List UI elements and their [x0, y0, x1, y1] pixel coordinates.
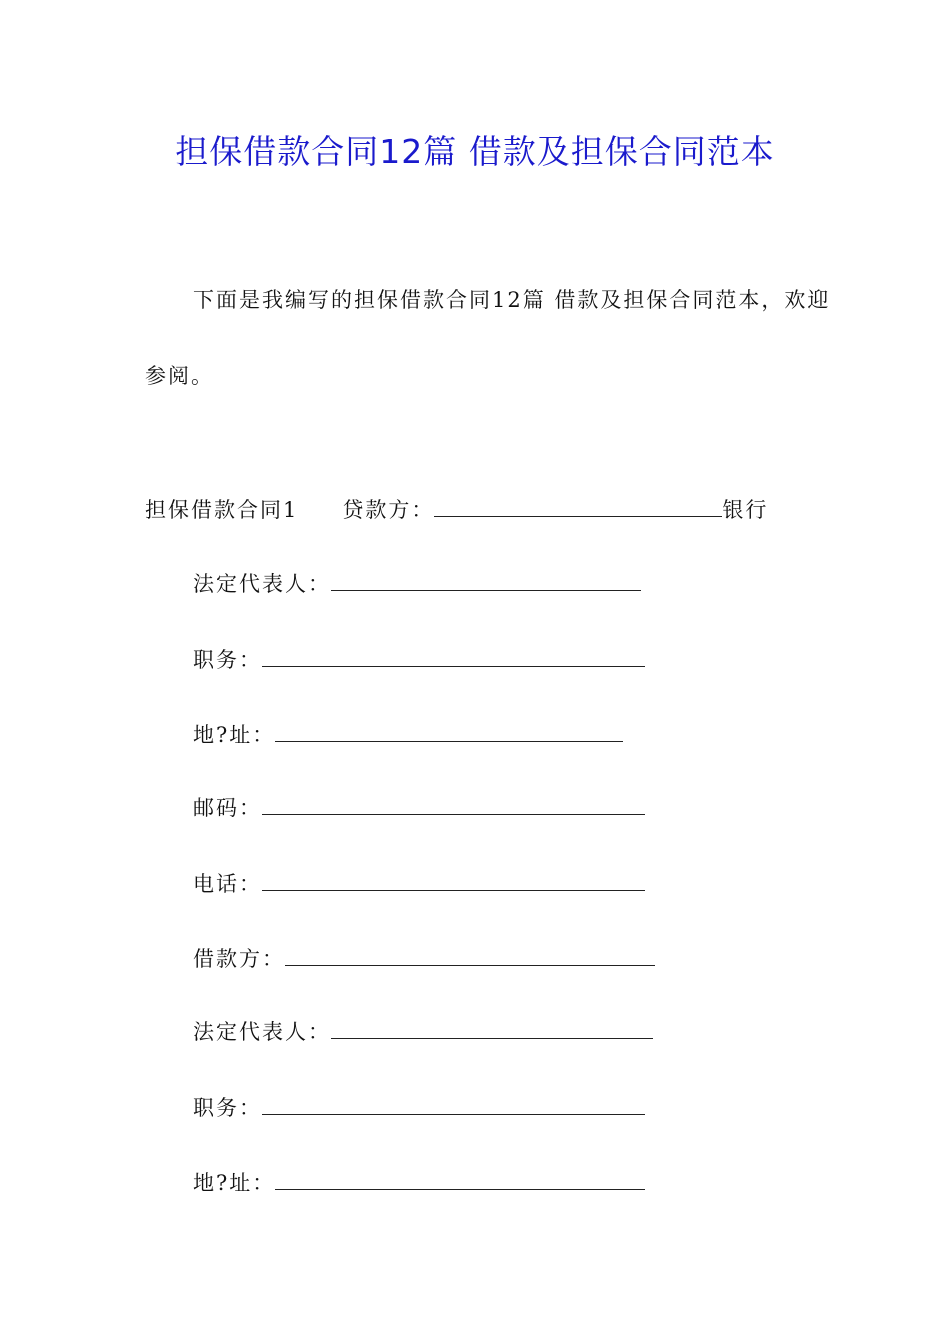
field-label: 法定代表人： — [193, 1020, 331, 1044]
field-line-address — [193, 713, 623, 753]
field-blank[interactable] — [331, 1010, 653, 1039]
field-line-postcode — [193, 786, 645, 826]
field-label: 借款方： — [193, 947, 285, 971]
intro-paragraph: 下面是我编写的担保借款合同12篇 借款及担保合同范本，欢迎参阅。 — [145, 288, 831, 388]
lender-line — [145, 488, 768, 528]
field-label: 邮码： — [193, 796, 262, 820]
document-title: 担保借款合同12篇 借款及担保合同范本 — [175, 132, 775, 171]
field-label: 地?址： — [193, 723, 276, 747]
field-label: 职务： — [193, 1096, 262, 1120]
field-blank[interactable] — [262, 1086, 645, 1115]
field-line-legal-rep-2 — [193, 1010, 653, 1050]
section-heading: 担保借款合同1 — [145, 498, 299, 522]
field-blank[interactable] — [262, 638, 645, 667]
field-line-phone — [193, 862, 645, 902]
field-blank[interactable] — [275, 713, 623, 742]
field-blank[interactable] — [285, 937, 655, 966]
lender-label: 贷款方： — [342, 498, 435, 522]
field-line-position — [193, 638, 645, 678]
field-blank[interactable] — [262, 786, 645, 815]
lender-suffix: 银行 — [722, 498, 769, 522]
field-label: 职务： — [193, 648, 262, 672]
field-blank[interactable] — [275, 1161, 645, 1190]
lender-blank[interactable] — [434, 488, 722, 517]
field-line-legal-rep — [193, 562, 641, 602]
field-line-position-2 — [193, 1086, 645, 1126]
field-label: 地?址： — [193, 1171, 276, 1195]
field-blank[interactable] — [262, 862, 645, 891]
field-label: 法定代表人： — [193, 572, 331, 596]
field-line-borrower — [193, 937, 655, 977]
field-label: 电话： — [193, 872, 262, 896]
field-blank[interactable] — [331, 562, 641, 591]
field-line-address-2 — [193, 1161, 645, 1201]
